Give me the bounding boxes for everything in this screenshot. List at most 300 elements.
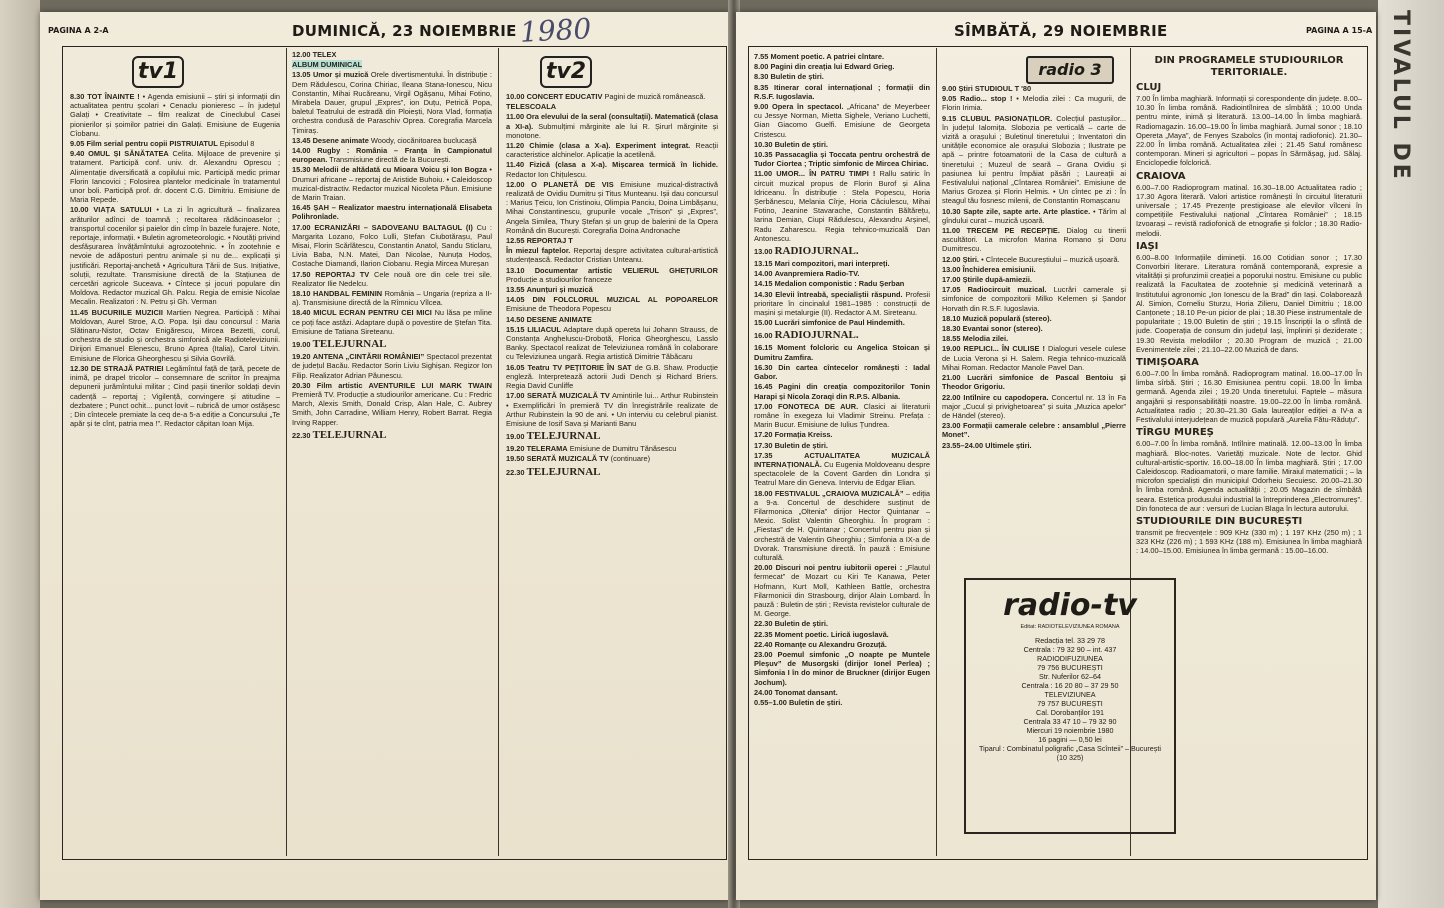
program-title: Moment poetic. Lirică iugoslavă. (774, 629, 889, 639)
program-time: 23.00 (942, 421, 961, 431)
program-time: 9.05 (70, 139, 85, 149)
program-time: 19.00 (506, 432, 525, 442)
studio-name: CLUJ (1136, 82, 1162, 93)
program-time: 22.30 (506, 467, 525, 477)
program-description: Woody, ciocănitoarea buclucașă (370, 135, 477, 145)
program-entry (754, 169, 930, 243)
imprint-line: Centrala 33 47 10 – 79 32 90 (1023, 717, 1117, 726)
program-title: Fizică (clasa a X-a). Mișcarea termică în lichide. (529, 160, 718, 170)
program-title: Teatru TV PEȚITORIE ÎN SAT (527, 362, 632, 372)
program-time: 10.00 (70, 205, 89, 215)
program-time: 9.00 (754, 102, 769, 112)
program-entry (506, 285, 718, 294)
program-entry (506, 325, 718, 362)
program-time: 14.00 (754, 269, 773, 279)
program-title: CONCERT EDUCATIV (526, 92, 603, 101)
program-entry (754, 688, 930, 697)
program-title: Pagini din creația lui Edward Grieg. (770, 62, 895, 72)
program-title: Moment poetic. A patriei cîntare. (770, 52, 885, 61)
program-description: Submulțimi mărginite ale lui R. Șirurl mărginite și monotone. (506, 121, 718, 140)
program-time: 10.30 (754, 139, 773, 149)
program-description: • Tărîm al gîndului curat – muzică ușoară. (942, 206, 1126, 225)
program-time: 13.55 (506, 285, 525, 295)
program-title: RADIOJURNAL. (774, 329, 859, 342)
program-description: • Cîntecele Bucureștiului – muzică ușoară. (981, 254, 1120, 264)
program-time: 17.20 (754, 430, 773, 440)
program-time: 11.00 (754, 169, 773, 179)
program-entry (942, 226, 1126, 254)
program-entry (292, 337, 492, 351)
program-title: Discuri noi pentru iubitorii operei : (775, 563, 903, 573)
program-description: Colecțiul pastușilor... în județul Ialomița. Slobozia pe verticală – carte de vizită a orașului ; Buletinul tineretului ; Inventatori din unitățile economice ale orașului Slobozia ; Ilustrate pe apă – printre fotoamatorii de la Casa de cultură a tineretului ; Muzeul de seară – Grana Ovidiu și pasiunea lui pentru împăiat păsări ; Laureații ai Festivalului național „Cîntarea României”. Emisiune de Marius Grozea și Florin Helmis. • Un cîntec pe zi : În steagul tău fosnesc milenii, de Constantin Romașcanu (942, 113, 1126, 206)
program-time: 15.00 (754, 318, 773, 328)
program-time: 8.30 (70, 92, 85, 101)
program-description: Dialoguri vesele culese de Lucia Verona și H. Salem. Regia tehnico-muzicală Mihai Roman. Redactor Manole Pavel Dan. (942, 344, 1126, 372)
program-description: Cu Eugenia Moldoveanu despre spectacolele de la Covent Garden din Londra și Teatrul Mare din Geneva. Interviu de Edgar Elian. (754, 459, 930, 488)
program-time: 13.45 (292, 135, 311, 145)
program-time: 17.05 (942, 285, 961, 295)
program-entry (754, 62, 930, 71)
program-description: Premieră TV. Producție a studiourilor americane. Cu : Fredric March, Alexis Smith, Donald Crisp, Alan Hale, C. Aubrey Smith, John Carradine, William Henry, Robert Barrat. Regia Irving Rapper. (292, 389, 492, 427)
program-description: „Flautul fermecat” de Mozart cu Kiri Te Kanawa, Peter Hofmann, Kurt Moll, Kathleen Battle, orchestra Filarmonicii din Strasbourg, dirijor Alain Lombard. În pauză : Buletin de știri ; Revista revistelor culturale de M. George. (754, 563, 930, 619)
program-time: 17.00 (942, 275, 961, 285)
program-title: Știrile după-amiezii. (962, 275, 1032, 285)
radio-tv-logo: radio-tv (1003, 588, 1137, 623)
program-description: Concertul nr. 13 în Fa major „Cucul și privighetoarea” și suita „Muzica apelor” de Händel (stereo). (942, 392, 1126, 420)
program-time: 17.35 (754, 450, 773, 460)
program-time: 22.35 (754, 629, 773, 639)
program-title: ALBUM DUMINICAL (292, 60, 363, 70)
program-title: VIAȚA SATULUI (93, 205, 152, 215)
studio-schedule: 6.00–7.00 În limba română. Radioprogram matinal. 16.00–17.00 În limba sîrbă. Știri ; 16.30 Emisiunea pentru copii. 18.00 În limba germană. Agenda zilei ; 19.20 Unda tineretului. Faptele – măsura angajării și responsabilității noastre. 19.00–22.00 În limba română. Actualitatea radio ; 20.30–21.30 Gala laureaților ediției a IV-a a Festivalului interjudețean de muzică populară „Aurelia Fătu-Răduțu”. (1136, 369, 1362, 425)
program-description: Emisiune muzical-distractivă realizată de Ovidiu Dumitru și Titus Munteanu. Ișii dau concursul : Marius Țeicu, Ion Cristinoiu, Olimpia Panciu, Doina Limbășanu, Mihai Constantinescu, grupurile vocale „Trison” și „Expres”, Angela Similea, Thury Ștefan și un grup de balerini de la Opera Română din București. Coregrafia Doina Andronache (506, 179, 718, 235)
program-time: 11.00 (942, 226, 961, 236)
right-page-label: PAGINA A 15-A (1306, 26, 1373, 35)
program-description: Emisiune de Dumitru Tănăsescu (569, 444, 677, 454)
program-entry (754, 318, 930, 327)
program-entry (70, 364, 280, 428)
program-title: TELEJURNAL (312, 338, 387, 351)
program-time: 15.30 (292, 165, 311, 175)
program-entry (754, 451, 930, 488)
program-entry (942, 421, 1126, 439)
program-time: 20.30 (292, 380, 311, 390)
studio-schedule: 6.00–8.00 Informațiile dimineții. 16.00 Cotidian sonor ; 17.30 Convorbiri literare. Literatura română contemporană, expresie a vitalității și profunzimii creației a poporului nostru. Emisiune cu public realizată la Facultatea de zootehnie și medicină veterinară a Institutului agronomic „Ion Ionescu de la Brad” din Iași. Colaborează Al. Simion, Corneliu Sturzu, Horia Zilieru, Daniel Dimitriu ; 18.00 Canțonete ; 18.10 Pe-un picior de plai ; 18.30 Piese instrumentale de popularitate ; 19.00 Buletin de știri ; 19.15 Înscripții la o sfîntă de jude. Cooperația de consum din județul Iași, împliniri și deziderate ; 19.30 Revista melodiilor ; 20.30 Program de muzică ; 21.00 Evenimentele zilei ; 21.10–22.00 Muzică de dans. (1136, 252, 1362, 354)
program-title: TELERAMA (526, 444, 568, 454)
program-title: TRECEM PE RECEPȚIE. (966, 226, 1060, 236)
program-time: 9.15 (942, 113, 957, 123)
program-time: 10.00 (506, 92, 525, 101)
program-time: 12.30 (70, 363, 89, 373)
studio-name: TÎRGU MUREȘ (1136, 427, 1214, 439)
program-title: UMOR... ÎN PATRU TIMPI ! (776, 169, 876, 179)
program-time: 18.30 (942, 324, 961, 334)
radio-column-1 (754, 52, 930, 852)
program-title: DE STRAJĂ PATRIEI (90, 363, 164, 373)
program-entry (506, 92, 718, 101)
program-title: Radiocircuit muzical. (967, 285, 1047, 295)
program-entry (292, 352, 492, 380)
program-time: 17.30 (754, 440, 773, 450)
program-title: REPORTAJ T (526, 236, 573, 246)
program-entry (506, 454, 718, 463)
program-description: • La zi în agricultură – finalizarea arăturilor adînci de toamnă ; recoltarea rădăcinoaselor ; transportul cocenilor și paielor din cîmp în bazele furajere. Note, reportaje, informații. • Buletin agrometeorologic. • Noutăți privind desfășurarea învățămîntului agrozootehnic. • În zootehnie e nevoie de adăposturi pentru animale și nu de... explicații și justificări. Reportaj-anchetă • Agricultura Țării de Sus. Inițiative, soluții, rezultate. Transmisiune directă de la Stațiunea de cercetări agricole Suceava. • Cîntece și jocuri populare din Moldova. Redactor muzical Gh. Palcu. Regia de emisie Nicolae Mecalin. Realizatori : N. Petru și Gh. Verman (70, 205, 280, 307)
program-entry (754, 363, 930, 381)
background-paper-right (1378, 0, 1444, 908)
program-description: Pagini de muzică românească. (604, 92, 706, 101)
program-time: 21.00 (942, 373, 961, 383)
program-time: 19.50 (506, 454, 525, 464)
program-entry (942, 207, 1126, 225)
radio-column-2 (942, 84, 1126, 574)
program-entry (506, 266, 718, 284)
program-entry (942, 344, 1126, 372)
program-entry (506, 295, 718, 313)
program-entry (292, 146, 492, 164)
program-title: Itinerar coral internațional ; formații din R.S.F. Iugoslavia. (754, 82, 930, 101)
program-title: Știri. (962, 254, 979, 264)
program-entry (754, 698, 930, 707)
program-title: ECRANIZĂRI – SADOVEANU BALTAGUL (I) (314, 222, 473, 232)
program-description: • Drumuri africane – reportaj de Aristide Buhoiu. • Caleidoscop muzical-distractiv. Redactor muzical Nicoleta Păun. Emisiune de Marin Traian. (292, 165, 492, 203)
program-title: Ora elevului de la seral (consultații). Matematică (clasa a XI-a). (506, 112, 718, 131)
program-entry (942, 84, 1126, 93)
program-entry (754, 259, 930, 268)
program-description: de G.B. Shaw. Producție engleză. Interpretează actorii Judi Dench și Richard Briers. Regia David Cunliffe (506, 362, 718, 391)
program-time: 16.00 (754, 331, 773, 341)
program-entry (506, 465, 718, 479)
program-title: Ultimele știri. (985, 440, 1032, 450)
program-entry (506, 180, 718, 235)
program-description: Legămîntul față de țară, pecete de inimă, pe drapel tricolor – consemnare de scriitor în preajma depunerii jurămîntului militar ; Cind pașii tinerilor soldați devin cadență – reportaj ; Vigilență, convingere și atitudine – dezbatere ; Punct ochit... punct lovit – rubrică de umor ostășesc ; Din cîntecele premiate la ceq de-a 5-a ediție a Concursului „Te apăr și te cînt, patria mea !”. Redactor căpitan Ioan Mija. (70, 363, 280, 429)
program-entry (754, 52, 930, 61)
studio-schedule: transmit pe frecvențele : 909 KHz (330 m) ; 1 197 KHz (250 m) ; 1 323 KHz (226 m) ; 1 593 KHz (188 m). Emisiunea în limba maghiară : 14.00–15.00. Emisiunea în limba germană : 15.00–16.00. (1136, 527, 1362, 556)
program-time: 11.20 (506, 141, 525, 151)
imprint-line: 79 756 BUCUREȘTI (1037, 663, 1103, 672)
program-title: Știri STUDIOUL T '80 (958, 84, 1032, 93)
program-time: 8.35 (754, 82, 769, 92)
program-title: ACTUALITATEA MUZICALĂ INTERNAȚIONALĂ. (754, 450, 930, 469)
program-entry (942, 255, 1126, 264)
program-time: 9.00 (942, 84, 957, 93)
program-time: 8.00 (754, 62, 769, 72)
program-entry (754, 140, 930, 149)
program-title: LILIACUL (527, 324, 561, 334)
program-title: Evantai sonor (stereo). (962, 324, 1043, 334)
program-time: 11.00 (506, 112, 525, 122)
radio3-logo: radio 3 (1026, 56, 1114, 84)
program-entry (754, 290, 930, 318)
program-description: – ediția a 9-a. Concertul de deschidere susținut de Filarmonica „Oltenia” dirijor Hector Quintanar – Mexic. Solist Valentin Gheorghiu. În program : „Fiestas” de H. Quintanar ; Concertul pentru pian și orchestră de Valentin Gheorghiu ; Simfonia a IX-a de Dvorak. Transmisiune directă. În pauză : Emisiune culturală. (754, 488, 930, 562)
program-entry (70, 139, 280, 148)
program-time: 0.55–1.00 (754, 698, 787, 707)
program-title: Anunțuri și muzică (526, 285, 593, 295)
program-time: 23.55–24.00 (942, 440, 984, 450)
column-divider (498, 48, 499, 856)
program-entry (506, 444, 718, 453)
program-entry (754, 640, 930, 649)
program-entry (942, 373, 1126, 391)
program-time: 16.15 (754, 343, 773, 353)
program-description: Profesii prioritare în cincinalul 1981–1985 : construcții de mașini și metalurgie (II). Redactor A.M. Sireteanu. (754, 289, 930, 318)
program-title: Avanpremiera Radio-TV. (774, 269, 860, 279)
program-time: 13.15 (754, 259, 773, 269)
imprint-line: Redacția tel. 33 29 78 (1035, 636, 1105, 645)
imprint-line: 16 pagini — 0,50 lei (1038, 735, 1102, 744)
program-entry (754, 150, 930, 168)
program-title: TELEJURNAL (312, 428, 387, 441)
program-time: 16.30 (754, 362, 773, 372)
right-page-header: SÎMBĂTĂ, 29 NOIEMBRIE (954, 22, 1168, 40)
imprint-line: RADIODIFUZIUNEA (1037, 654, 1103, 663)
program-description: Cele nouă ore din cele trei sile. Realizator Ilie Nedelcu. (292, 269, 492, 288)
program-description: Nu lăsa pe mîine ce poți face astăzi. Adaptare după o povestire de Ștefan Tita. Emisiune de Tatiana Sireteanu. (292, 308, 492, 336)
program-title: Formații camerale celebre : ansamblul „Pierre Monet”. (942, 421, 1126, 440)
program-description: Redactor Ion Chițulescu. (506, 169, 587, 179)
studio-name: CRAIOVA (1136, 170, 1186, 182)
program-title: TELEX (312, 50, 337, 59)
studio-name: IAȘI (1136, 240, 1159, 252)
program-time: 19.00 (292, 340, 311, 350)
program-title: Melodia zilei. (962, 334, 1009, 344)
column-divider (286, 48, 287, 856)
program-time: 15.15 (506, 324, 525, 334)
program-title: Melodii de altădată cu Mioara Voicu și Ion Bogza (313, 165, 487, 175)
program-description: Celita. Mijloace de prevenire și tratament. Participă conf. univ. dr. Alexandru Oprescu ; Alimentație diversificată a copilului mic. Participă medic primar Florin Iancovici ; Folosirea plantelor medicinale în tratamentul unor boli. Participă prof. dr. docent C.G. Dimitriu. Emisiune de Maria Repede. (70, 149, 280, 205)
background-strip-text: TIVALUL DE (1388, 10, 1413, 182)
program-entry (754, 630, 930, 639)
program-entry (506, 102, 718, 111)
program-time: 10.35 (754, 150, 773, 160)
program-title: Chimie (clasa a X-a). Experiment integrat. (529, 141, 691, 151)
program-title: CLUBUL PASIONAȚILOR. (960, 113, 1053, 123)
program-title: TELEJURNAL (526, 430, 601, 443)
imprint-line: (10 325) (1056, 753, 1084, 762)
program-title: Muzică populară (stereo). (962, 313, 1052, 323)
program-entry (754, 489, 930, 563)
program-title: Documentar artistic VELIERUL GHEȚURILOR (534, 265, 718, 275)
program-time: 8.30 (754, 72, 769, 82)
program-title: Radio... stop ! (960, 94, 1013, 104)
program-time: 14.15 (754, 279, 773, 289)
program-time: 24.00 (754, 687, 773, 697)
program-title: SERATĂ MUZICALĂ TV (526, 454, 609, 464)
program-entry (754, 430, 930, 439)
program-title: Film artistic AVENTURILE LUI MARK TWAIN (316, 380, 492, 390)
imprint-line: Tiparul : Combinatul poligrafic „Casa Scînteii” – București (979, 744, 1161, 753)
program-title: FESTIVALUL „CRAIOVA MUZICALĂ” (774, 488, 904, 498)
program-entry (292, 289, 492, 307)
program-entry (292, 223, 492, 269)
program-title: MICUL ECRAN PENTRU CEI MICI (313, 308, 432, 318)
program-entry (942, 324, 1126, 333)
program-title: Închiderea emisiunii. (962, 264, 1036, 274)
program-title: Rugby : România – Franța în Campionatul european. (292, 146, 492, 165)
program-title: O PLANETĂ DE VIS (531, 179, 614, 189)
tv1-column-2 (292, 50, 492, 858)
program-title: Medalion componistic : Radu Șerban (774, 279, 905, 289)
program-entry (506, 429, 718, 443)
regional-studios-title: DIN PROGRAMELE STUDIOURILOR TERITORIALE. (1154, 55, 1344, 78)
program-time: 22.30 (292, 430, 311, 440)
program-entry (506, 363, 718, 391)
program-time: 17.00 (506, 391, 525, 401)
program-time: 9.05 (942, 94, 957, 104)
program-title: În miezul faptelor. (506, 246, 571, 256)
program-description: Orele divertismentului. În distribuție : Dem Rădulescu, Corina Chiriac, Ileana Stana-Ionescu, Nicu Constantin, Mihai Rucăreanu, Virgil Ogășanu, Mihai Fotino, Mirabela Dauer, grupul „Expres”, ion Duțu, Petrică Popa, baletul Teatrului de estradă din Ploiești, Nora Vlad, formația orchestra condusă de Paraschiv Oprea. Coregrafia Marcela Țimiraș. (292, 70, 492, 135)
program-title: HANDBAL FEMININ (312, 289, 383, 299)
program-time: 14.50 (506, 314, 525, 324)
program-time: 7.55 (754, 52, 769, 61)
program-title: Buletin de știri. (774, 139, 828, 149)
program-title: Buletin de știri. (770, 72, 824, 82)
tv1-logo: tv1 (132, 56, 184, 88)
program-time: 18.10 (942, 313, 961, 323)
program-title: OMUL ȘI SĂNĂTATEA (88, 149, 169, 159)
program-time: 17.50 (292, 269, 311, 279)
program-time: 22.30 (754, 619, 773, 629)
program-title: Din cartea cîntecelor românești : Iadal Gabor. (754, 362, 930, 382)
studio-schedule: 7.00 În limba maghiară. Informații și corespondențe din județe. 8.00–10.30 În limba română. Radiointîlnirea de sîmbătă ; 10.00 Unda pentru minte, inimă și literatură. 13.00–14.00 În limba maghiară. Radiomagazin. 16.00–19.00 În limba maghiară. Jurnal sonor ; 18.10 Opereta „Maya”, de Fenyes Szabolcs (în montaj radiofonic). 21.30–22.00 În limba română. Actualitatea zilei ; 21.45 Satul românesc contemporan. Mineri și agricultori – popas în Sărmășag, jud. Sălaj. Enciclopedie folclorică. (1136, 94, 1362, 168)
program-entry (754, 269, 930, 278)
program-entry (754, 619, 930, 628)
program-entry (754, 650, 930, 687)
program-entry (754, 402, 930, 430)
left-page-header: DUMINICĂ, 23 NOIEMBRIE (292, 22, 517, 40)
program-time: 12.00 (506, 179, 525, 189)
program-title: Film serial pentru copii PISTRUIATUL (86, 139, 218, 149)
program-title: Passacaglia și Toccata pentru orchestră de Tudor Ciortea ; Triptic simfonic de Mircea Chiriac. (754, 150, 930, 169)
right-page (736, 12, 1376, 900)
imprint-line: TELEVIZIUNEA (1044, 690, 1096, 699)
program-entry (754, 279, 930, 288)
program-time: 13.05 (292, 70, 311, 80)
program-description: Martien Negrea. Participă : Mihai Moldovan, Aurel Stroe, A.O. Popa. Ișii dau concursul : Maria Slătinaru-Nistor, Octav Enigărescu, Mircea Bezetti, corul, orchestra de studio și orchestra simfonică ale Radioteleviziunii. Dirijori Emanuel Elenescu, Bruno Aprea (Italia), Carol Litvin. Emisiune de Florica Gheorghescu și Silvia Govrilă. (70, 307, 280, 363)
program-title: REPORTAJ TV (315, 269, 370, 279)
program-entry (292, 136, 492, 145)
program-title: Mari compozitori, mari interpreți. (774, 259, 890, 269)
program-time: 11.45 (70, 307, 89, 317)
tv2-logo: tv2 (540, 56, 592, 88)
program-title: Buletin de știri. (774, 619, 828, 629)
program-description: (continuare) (610, 454, 651, 464)
program-time: 12.55 (506, 236, 525, 246)
program-title: Lucrări simfonice de Paul Hindemith. (774, 318, 905, 328)
program-description: România – Ungaria (repriza a II-a). Transmisiune directă de la Rîmnicu Vîlcea. (292, 289, 492, 308)
program-time: 11.40 (506, 160, 525, 170)
program-entry (506, 160, 718, 178)
program-entry (70, 205, 280, 306)
program-description: Dialog cu tinerii ascultători. La microfon Marina Romano și Doru Dumitrescu. (942, 226, 1126, 254)
program-entry (292, 270, 492, 288)
program-time: 13.10 (506, 265, 525, 275)
program-entry (942, 285, 1126, 313)
left-page (40, 12, 730, 900)
program-entry (942, 393, 1126, 421)
program-description: Producție a studiourilor franceze (506, 274, 612, 284)
program-time: 18.55 (942, 334, 961, 344)
program-description: Emisiune de Theodora Popescu (506, 304, 612, 314)
background-paper-left (0, 0, 40, 908)
program-title: Desene animate (312, 135, 369, 145)
program-time: 13.00 (754, 247, 773, 257)
program-description: Clasici ai literaturii române în exegeza lui Vladimir Streinu. Prefața : Marin Bucur. Emisiune de Iulius Țundrea. (754, 401, 930, 430)
program-entry (754, 328, 930, 342)
program-title: SERATĂ MUZICALĂ TV (527, 391, 610, 401)
program-time: 20.00 (754, 563, 773, 573)
program-description: Adaptare după opereta lui Johann Strauss, de Constanța Angheluscu-Drobotă, Florica Gheorghescu, Lasslo Banky. Spectacol realizat de Televiziunea română în colaborare cu Televiziunea ungară. Regia artistică Dimitrie Tăbăcaru (506, 324, 718, 362)
program-description: Amintirile lui... Arthur Rubinstein • Exemplificări în premieră TV din înregistrările realizate de Arthur Rubinstein la 90 de ani. • Un interviu cu celebrul pianist. Emisiune de Iosif Sava și Marianti Banu (506, 391, 718, 428)
program-title: BUCURIILE MUZICII (91, 307, 163, 317)
program-entry (292, 165, 492, 202)
program-title: Buletin de știri. (788, 698, 843, 707)
studio-schedule: 6.00–7.00 În limba română. Intîlnire matinală. 12.00–13.00 În limba maghiară. Bloc-notes. Varietăți muzicale. Note de lector. Ghid cultural-artistic-sportiv. 16.00–18.00 În limba maghiară. Știri ; 17.00 Caleidoscop. Radioamatorii, o mare familie. Miraiul matematicii ; – la microfon specialiști din municipiul Odorheiu Secuiesc. 20.00–21.30 În limba română. Agenda actualității ; 20.05 Magazin de sîmbătă seara. Estetica produsului industrial la întreprinderea „Electromureș”. Din fonoteca de aur : versuri de Lucian Blaga în lectura autorului. (1136, 439, 1362, 513)
imprint-line: 79 757 BUCUREȘTI (1037, 699, 1103, 708)
studio-name: TIMIȘOARA (1136, 357, 1199, 369)
program-entry (292, 70, 492, 134)
program-entry (506, 141, 718, 159)
tv2-column (506, 92, 718, 858)
program-time: 17.00 (292, 222, 311, 232)
program-time: 14.30 (754, 289, 773, 299)
program-entry (292, 60, 492, 69)
program-description: „Africana” de Meyerbeer cu Jessye Norman, Mietta Sighele, Veriano Luchetti, Gian Giacomo Guelfi. Emisiune de Georgeta Cristescu. (754, 102, 930, 139)
column-divider (936, 48, 937, 856)
imprint-line: Centrala : 79 32 90 – int. 437 (1023, 645, 1117, 654)
program-title: REPLICI... ÎN CULISE ! (963, 344, 1045, 354)
program-entry (942, 265, 1126, 274)
program-entry (292, 308, 492, 336)
program-title: Pagini din creația compozitorilor Tonin Harapi și Nicola Zoraqi din R.P.S. Albania. (754, 382, 930, 401)
program-description: Rallu satiric în circuit muzical propus de Florin Burof și Alina Idriceanu. În distribuție : Stela Popescu, Horia Șerbănescu, Melania Cîrje, Horia Căciulescu, Mihai Fotino, Jeanine Stavarache, Constantin Băltărețu, Iarina Demian, Ciupi Rădulescu, Alexandru Arșinel, Radu Zaharescu. Regia tehnico-muzicală Dan Antonescu. (754, 169, 930, 243)
program-entry (506, 236, 718, 245)
program-title: Poemul simfonic „O noapte pe Muntele Pleșuv” de Musorgski (dirijor Ionel Perlea) ; Simfonia I în do minor de Bruckner (dirijor Eugen Jochum). (754, 649, 930, 687)
program-entry (754, 102, 930, 139)
program-entry (70, 149, 280, 204)
program-title: RADIOJURNAL. (774, 245, 859, 258)
studio-name: STUDIOURILE DIN BUCUREȘTI (1136, 515, 1303, 527)
program-title: Umor și muzică (312, 70, 369, 80)
program-entry (292, 203, 492, 221)
program-time: 18.10 (292, 289, 311, 299)
program-time: 13.00 (942, 264, 961, 274)
program-entry (754, 343, 930, 361)
program-entry (754, 563, 930, 618)
program-time: 12.00 (942, 254, 961, 264)
program-title: Formația Kreiss. (774, 430, 833, 440)
program-title: TELESCOALA (506, 102, 557, 112)
program-description: Cu : Margarita Lozano, Folco Lulli, Ștefan Ciubotărașu, Paul Misai, Florin Scărlătescu, Constantin Anatol, Sandu Sticlaru, Livia Baba, N.N. Matei, Dan Nicolae, Nunuța Hodoș, Costache Diamandi, Ilarion Ciobanu. Regia Mircea Mureșan (292, 222, 492, 269)
program-time: 16.45 (754, 382, 773, 392)
program-title: ȘAH – Realizator maestru internațională Elisabeta Polihronîade. (292, 203, 492, 222)
program-title: DIN FOLCLORUL MUZICAL AL POPOARELOR (532, 295, 718, 305)
program-time: 23.00 (754, 649, 773, 659)
imprint-line: Str. Nuferilor 62–64 (1039, 672, 1101, 681)
program-entry (292, 50, 492, 59)
program-description: • Agenda emisiunii – știri și informații din actualitatea pentru școlari • Cenaclu pionieresc – în județul Galați • Creativitate – film realizat de Cineclubul Casei pionierilor și șoimilor patriei din Galați. Emisiune de Eugenia Cîobanu. (70, 92, 280, 138)
program-description: Reportaj despre activitatea cultural-artistică studențească. Redactor Cristian Unteanu. (506, 246, 718, 265)
program-title: Romanțe cu Alexandru Grozuță. (774, 639, 887, 649)
program-time: 18.40 (292, 308, 311, 318)
program-description: Reacții caracteristice alchinelor. Aplicație la acetilenă. (506, 141, 718, 160)
program-title: Sapte zile, sapte arte. Arte plastice. (963, 206, 1091, 216)
program-entry (942, 441, 1126, 450)
program-time: 19.00 (942, 344, 961, 354)
imprint-line: Centrala : 16 20 80 – 37 29 50 (1021, 681, 1119, 690)
program-title: Tonomat dansant. (774, 687, 838, 697)
program-entry (942, 275, 1126, 284)
program-time: 19.20 (292, 352, 311, 362)
